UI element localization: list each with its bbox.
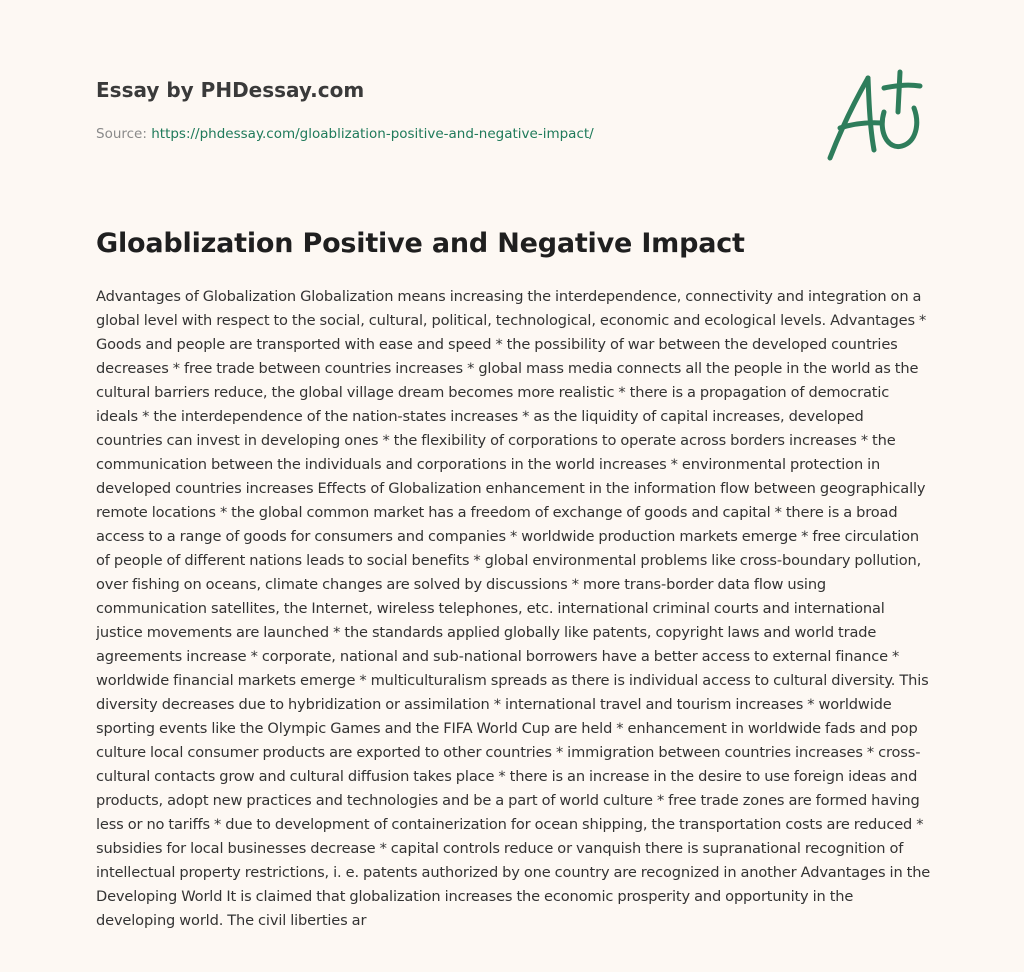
source-link[interactable]: https://phdessay.com/gloablization-positive-and-negative-impact/	[151, 126, 594, 142]
source-line	[96, 125, 796, 143]
essay-title: Gloablization Positive and Negative Impact	[96, 228, 745, 259]
essay-body: Advantages of Globalization Globalization means increasing the interdependence, connectivity and integration on a global level with respect to the social, cultural, political, technological, economic and ecological levels. Advantages * Goods and people are transported with ease and speed * the possibility of war between the developed countries decreases * free trade between countries increases * global mass media connects all the people in the world as the cultural barriers reduce, the global village dream becomes more realistic * there is a propagation of democratic ideals * the interdependence of the nation-states increases * as the liquidity of capital increases, developed countries can invest in developing ones * the flexibility of corporations to operate across borders increases * the communication between the individuals and corporations in the world increases * environmental protection in developed countries increases Effects of Globalization enhancement in the information flow between geographically remote locations * the global common market has a freedom of exchange of goods and capital * there is a broad access to a range of goods for consumers and companies * worldwide production markets emerge * free circulation of people of different nations leads to social benefits * global environmental problems like cross-boundary pollution, over fishing on oceans, climate changes are solved by discussions * more trans-border data flow using communication satellites, the Internet, wireless telephones, etc. international criminal courts and international justice movements are launched * the standards applied globally like patents, copyright laws and world trade agreements increase * corporate, national and sub-national borrowers have a better access to external finance * worldwide financial markets emerge * multiculturalism spreads as there is individual access to cultural diversity. This diversity decreases due to hybridization or assimilation * international travel and tourism increases * worldwide sporting events like the Olympic Games and the FIFA World Cup are held * enhancement in worldwide fads and pop culture local consumer products are exported to other countries * immigration between countries increases * cross-cultural contacts grow and cultural diffusion takes place * there is an increase in the desire to use foreign ideas and products, adopt new practices and technologies and be a part of world culture * free trade zones are formed having less or no tariffs * due to development of containerization for ocean shipping, the transportation costs are reduced * subsidies for local businesses decrease * capital controls reduce or vanquish there is supranational recognition of intellectual property restrictions, i. e. patents authorized by one country are recognized in another Advantages in the Developing World It is claimed that globalization increases the economic prosperity and opportunity in the developing world. The civil liberties ar	[96, 288, 931, 929]
essay-header	[96, 76, 796, 143]
a-plus-grade-icon	[822, 68, 930, 164]
brand-title: Essay by PHDessay.com	[96, 78, 365, 102]
source-label: Source:	[96, 126, 147, 142]
